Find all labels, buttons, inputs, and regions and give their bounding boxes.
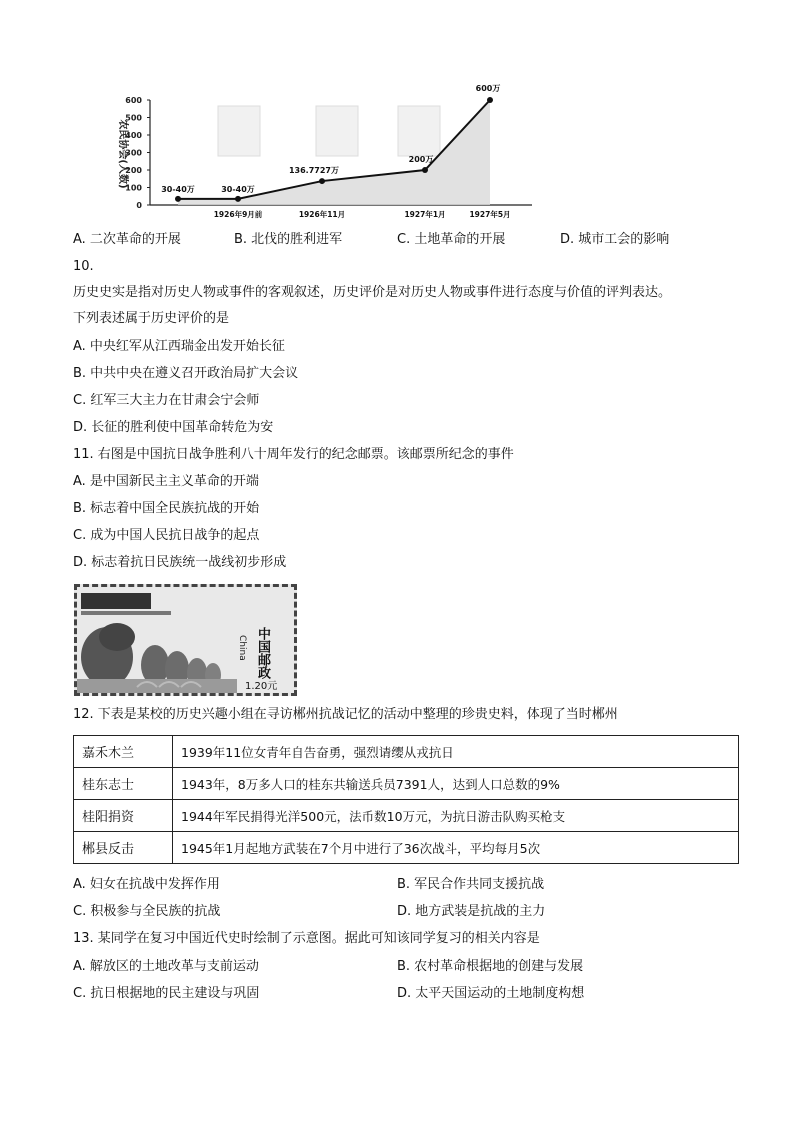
q12-option-c[interactable]: C. 积极参与全民族的抗战	[73, 904, 221, 919]
q11-stem: 11. 右图是中国抗日战争胜利八十周年发行的纪念邮票。该邮票所纪念的事件	[73, 447, 514, 462]
y-tick-label: 400	[125, 131, 142, 140]
table-cell-title: 桂东志士	[74, 768, 173, 800]
q10-number: 10.	[73, 259, 94, 274]
membership-line-chart	[70, 84, 540, 222]
x-tick-label: 1926年9月前	[213, 210, 263, 219]
data-point	[175, 196, 181, 202]
table-cell-title: 桂阳捐资	[74, 800, 173, 832]
data-label: 136.7727万	[288, 166, 340, 176]
q10-option-a[interactable]: A. 中央红军从江西瑞金出发开始长征	[73, 339, 285, 354]
y-tick-label: 200	[125, 166, 142, 175]
q12-option-a[interactable]: A. 妇女在抗战中发挥作用	[73, 877, 220, 892]
q9-option-d[interactable]: D. 城市工会的影响	[560, 232, 670, 247]
q13-option-b[interactable]: B. 农村革命根据地的创建与发展	[397, 959, 584, 974]
q13-option-a[interactable]: A. 解放区的土地改革与支前运动	[73, 959, 259, 974]
data-label: 200万	[408, 155, 434, 164]
table-row	[74, 832, 739, 864]
background-panel	[218, 106, 260, 156]
y-tick-label: 300	[125, 148, 142, 158]
q13-option-d[interactable]: D. 太平天国运动的土地制度构想	[397, 986, 585, 1001]
data-point	[422, 167, 428, 173]
q9-option-c[interactable]: C. 土地革命的开展	[397, 232, 506, 247]
q11-option-c[interactable]: C. 成为中国人民抗日战争的起点	[73, 528, 260, 543]
y-tick-label: 600	[125, 96, 142, 105]
y-tick-label: 0	[136, 201, 142, 210]
q10-stem-line1: 历史史实是指对历史人物或事件的客观叙述，历史评价是对历史人物或事件进行态度与价值的评判表达。	[73, 285, 672, 300]
data-point	[487, 97, 493, 103]
stamp-china-text: China	[237, 635, 247, 661]
table-row	[74, 736, 739, 768]
q11-option-d[interactable]: D. 标志着抗日民族统一战线初步形成	[73, 555, 287, 570]
table-row	[74, 800, 739, 832]
data-point	[235, 196, 241, 202]
y-tick-label: 500	[125, 113, 142, 123]
data-label: 30-40万	[161, 184, 195, 194]
data-label: 600万	[475, 84, 501, 93]
q12-option-d[interactable]: D. 地方武装是抗战的主力	[397, 904, 546, 919]
q10-option-d[interactable]: D. 长征的胜利使中国革命转危为安	[73, 420, 274, 435]
q12-option-b[interactable]: B. 军民合作共同支援抗战	[397, 877, 545, 892]
q11-option-a[interactable]: A. 是中国新民主主义革命的开端	[73, 474, 259, 489]
q12-history-table	[73, 735, 739, 864]
table-cell-content: 1939年11位女青年自告奋勇，强烈请缨从戎抗日	[173, 736, 739, 768]
table-cell-title: 嘉禾木兰	[74, 736, 173, 768]
q9-option-b[interactable]: B. 北伐的胜利进军	[234, 232, 343, 247]
background-panel	[316, 106, 358, 156]
q10-option-b[interactable]: B. 中共中央在遵义召开政治局扩大会议	[73, 366, 299, 381]
stamp-post-text: 中国邮政	[255, 627, 270, 679]
q13-option-c[interactable]: C. 抗日根据地的民主建设与巩固	[73, 986, 260, 1001]
q11-option-b[interactable]: B. 标志着中国全民族抗战的开始	[73, 501, 260, 516]
background-panel	[398, 106, 440, 156]
q10-option-c[interactable]: C. 红军三大主力在甘肃会宁会师	[73, 393, 260, 408]
table-row	[74, 768, 739, 800]
table-cell-content: 1945年1月起地方武装在7个月中进行了36次战斗，平均每月5次	[173, 832, 739, 864]
table-cell-content: 1944年军民捐得光洋500元，法币数10万元，为抗日游击队购买枪支	[173, 800, 739, 832]
x-tick-label: 1927年1月	[404, 210, 446, 219]
q10-stem-line2: 下列表述属于历史评价的是	[73, 311, 230, 326]
stamp-value-text: 1.20元	[245, 681, 278, 692]
data-label: 30-40万	[221, 184, 255, 194]
y-tick-label: 100	[125, 183, 142, 193]
x-tick-label: 1927年5月	[469, 210, 511, 219]
x-tick-label: 1926年11月	[298, 210, 346, 219]
y-axis-label: 农民协会(人数)	[117, 119, 128, 189]
q9-option-a[interactable]: A. 二次革命的开展	[73, 232, 181, 247]
table-cell-title: 郴县反击	[74, 832, 173, 864]
q13-stem: 13. 某同学在复习中国近代史时绘制了示意图。据此可知该同学复习的相关内容是	[73, 931, 540, 946]
q12-stem: 12. 下表是某校的历史兴趣小组在寻访郴州抗战记忆的活动中整理的珍贵史料，体现了当时郴州	[73, 707, 618, 722]
commemorative-stamp-image	[74, 584, 297, 696]
table-cell-content: 1943年，8万多人口的桂东共输送兵员7391人，达到人口总数的9%	[173, 768, 739, 800]
data-point	[319, 178, 325, 184]
